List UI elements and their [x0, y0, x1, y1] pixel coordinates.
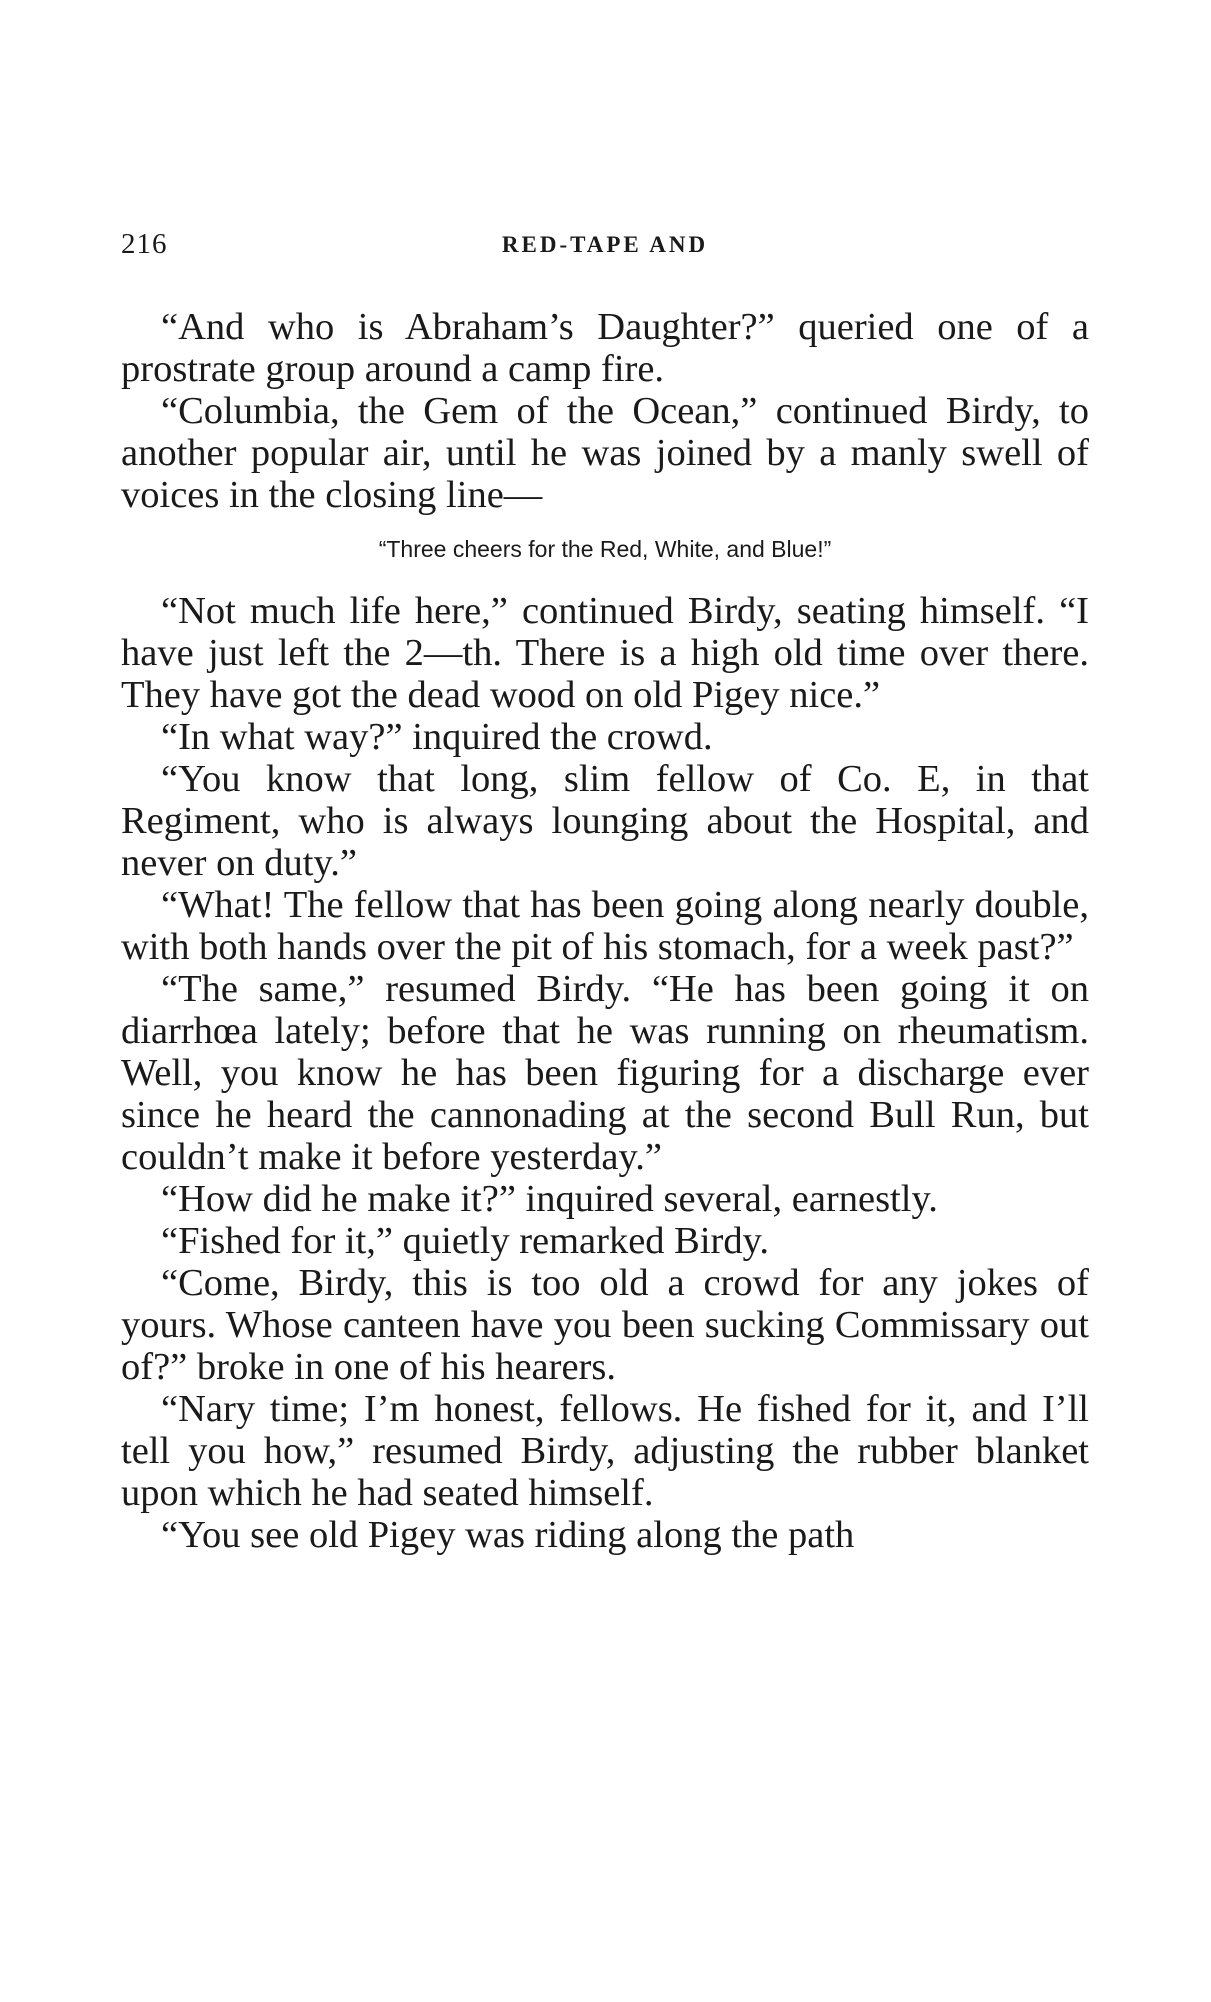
page-number: 216: [121, 228, 168, 260]
paragraph: “What! The fellow that has been going along nearly double, with both hands over the pit of his stomach, for a week past?”: [121, 884, 1089, 968]
verse-quote: “Three cheers for the Red, White, and Blue!”: [378, 536, 832, 562]
paragraph: “Come, Birdy, this is too old a crowd for any jokes of yours. Whose canteen have you been sucking Commissary out of?” broke in one of his hearers.: [121, 1262, 1089, 1388]
paragraph: “The same,” resumed Birdy. “He has been going it on diarrhœa lately; before that he was running on rheumatism. Well, you know he has been figuring for a discharge ever since he heard the cannonading at the second Bull Run, but couldn’t make it before yesterday.”: [121, 968, 1089, 1178]
paragraph: “Fished for it,” quietly remarked Birdy.: [161, 1220, 769, 1262]
paragraph: “How did he make it?” inquired several, earnestly.: [161, 1178, 938, 1220]
body-text: [121, 306, 1089, 1556]
page: [121, 228, 1089, 1556]
running-head: [121, 228, 1089, 268]
paragraph: “Columbia, the Gem of the Ocean,” continued Birdy, to another popular air, until he was joined by a manly swell of voices in the closing line—: [121, 390, 1089, 516]
paragraph: “And who is Abraham’s Daughter?” queried one of a prostrate group around a camp fire.: [121, 306, 1089, 390]
paragraph: “In what way?” inquired the crowd.: [161, 716, 713, 758]
running-title: RED-TAPE AND: [501, 232, 709, 257]
paragraph: “Nary time; I’m honest, fellows. He fished for it, and I’ll tell you how,” resumed Birdy, adjusting the rubber blanket upon which he had seated himself.: [121, 1388, 1089, 1514]
paragraph: “Not much life here,” continued Birdy, seating himself. “I have just left the 2—th. There is a high old time over there. They have got the dead wood on old Pigey nice.”: [121, 590, 1089, 716]
paragraph: “You see old Pigey was riding along the path: [161, 1514, 855, 1556]
paragraph: “You know that long, slim fellow of Co. E, in that Regiment, who is always lounging about the Hospital, and never on duty.”: [121, 758, 1089, 884]
